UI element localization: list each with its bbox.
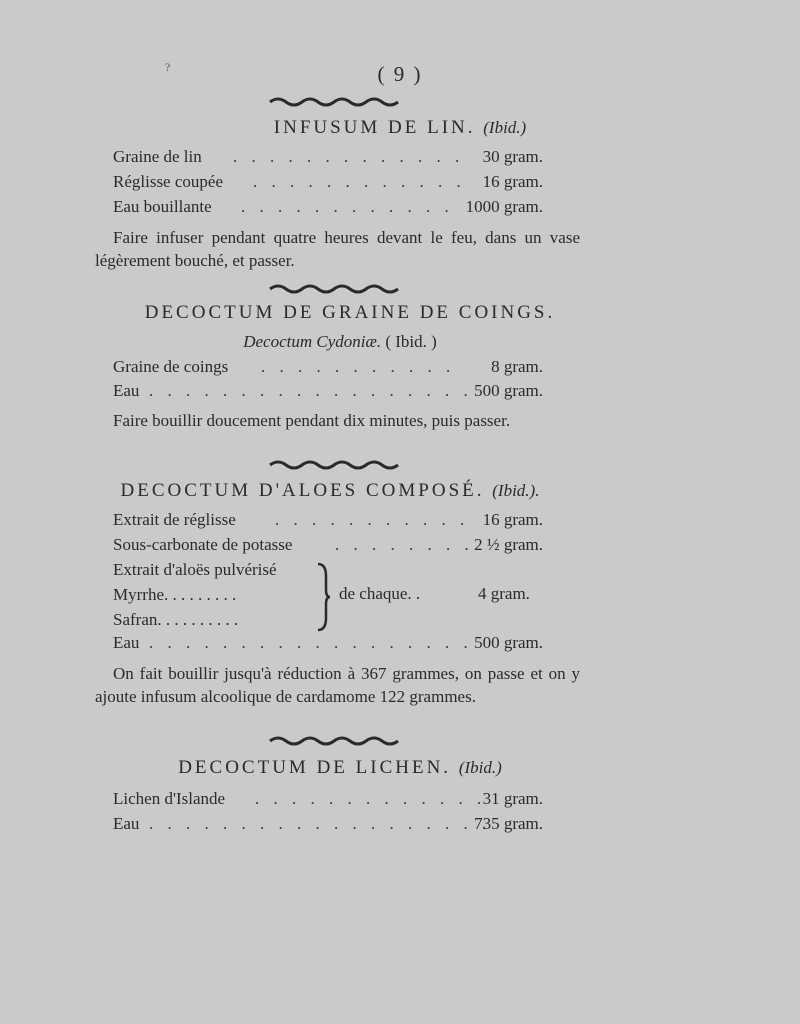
section-title-lichen [0,757,680,779]
instruction-paragraph: Faire bouillir doucement pendant dix minutes, puis passer. [113,411,511,430]
instruction-paragraph: Faire infuser pendant quatre heures devant le feu, dans un vase légèrement bouché, et passer. [95,228,580,270]
ingredient-label: Lichen d'Islande [113,789,226,808]
instruction-paragraph: On fait bouillir jusqu'à réduction à 367 grammes, on passe et on y ajoute infusum alcoolique de cardamome 122 grammes. [95,664,580,706]
title-text: DECOCTUM DE LICHEN. [178,757,452,778]
ingredient-row [113,633,543,657]
group-label: de chaque. . [339,584,421,603]
ingredient-row [113,814,543,838]
title-text: DECOCTUM D'ALOES COMPOSÉ. [120,480,485,501]
ingredient-row [113,510,543,534]
ingredient-quantity: 735 gram. [474,814,543,833]
ingredient-quantity: 500 gram. [474,381,543,400]
ingredient-label: Extrait de réglisse [113,510,236,529]
ingredient-label: Eau bouillante [113,197,212,216]
curly-brace [314,562,332,632]
section-title-infusum [0,117,800,139]
group-quantity: 4 gram. [478,584,530,603]
ingredient-label: Réglisse coupée [113,172,223,191]
leader-dots: . . . . . . . . . . . . . [255,789,487,808]
title-ref: (Ibid.) [458,758,502,777]
ingredient-quantity: 8 gram. [491,357,543,376]
ingredient-label: Eau [113,381,140,400]
marginal-mark: ? [165,60,171,74]
leader-dots: . . . . . . . . . . . [275,510,470,529]
ingredient-label: Graine de coings [113,357,229,376]
ingredient-quantity: 1000 gram. [465,197,543,216]
grouped-ingredient: Myrrhe. . . . . . . . . [113,585,237,604]
leader-dots: . . . . . . . . . . . . . . . . . . [149,633,473,652]
ingredient-quantity: 500 gram. [474,633,543,652]
section-title-aloes [0,480,660,502]
ingredient-label: Eau [113,633,140,652]
ingredient-quantity: 31 gram. [482,789,543,808]
ingredient-row [113,147,543,171]
page-number: ( 9 ) [377,62,423,86]
leader-dots: . . . . . . . . . . . . . . . . . . [149,381,473,400]
ingredient-row [113,172,543,196]
grouped-ingredient: Extrait d'aloës pulvérisé [113,560,277,579]
ingredient-row [113,535,543,559]
ornament-divider [268,95,402,109]
leader-dots: . . . . . . . . . . . . . [233,147,465,166]
section-subtitle [0,332,680,352]
title-ref: (Ibid.) [483,118,527,137]
leader-dots: . . . . . . . . . . . . [241,197,454,216]
leader-dots: . . . . . . . . [335,535,474,554]
leader-dots: . . . . . . . . . . . [261,357,456,376]
ingredient-quantity: 16 gram. [482,510,543,529]
leader-dots: . . . . . . . . . . . . . . . . . . . [149,814,492,833]
section-title-coings: DECOCTUM DE GRAINE DE COINGS. [144,302,556,323]
ornament-divider [268,282,402,296]
ingredient-row [113,357,543,381]
subtitle-ref: ( Ibid. ) [385,332,437,351]
ingredient-row [113,197,543,221]
title-ref: (Ibid.). [492,481,540,500]
leader-dots: . . . . . . . . . . . . [253,172,466,191]
title-text: INFUSUM DE LIN. [273,117,476,138]
ingredient-quantity: 16 gram. [482,172,543,191]
ornament-divider [268,458,402,472]
grouped-ingredient: Safran. . . . . . . . . . [113,610,239,629]
ornament-divider [268,734,402,748]
ingredient-row [113,381,543,405]
ingredient-label: Sous-carbonate de potasse [113,535,293,554]
ingredient-row [113,789,543,813]
ingredient-quantity: 2 ½ gram. [474,535,543,554]
ingredient-quantity: 30 gram. [482,147,543,166]
subtitle-latin: Decoctum Cydoniæ. [243,332,382,351]
ingredient-label: Eau [113,814,140,833]
ingredient-label: Graine de lin [113,147,202,166]
